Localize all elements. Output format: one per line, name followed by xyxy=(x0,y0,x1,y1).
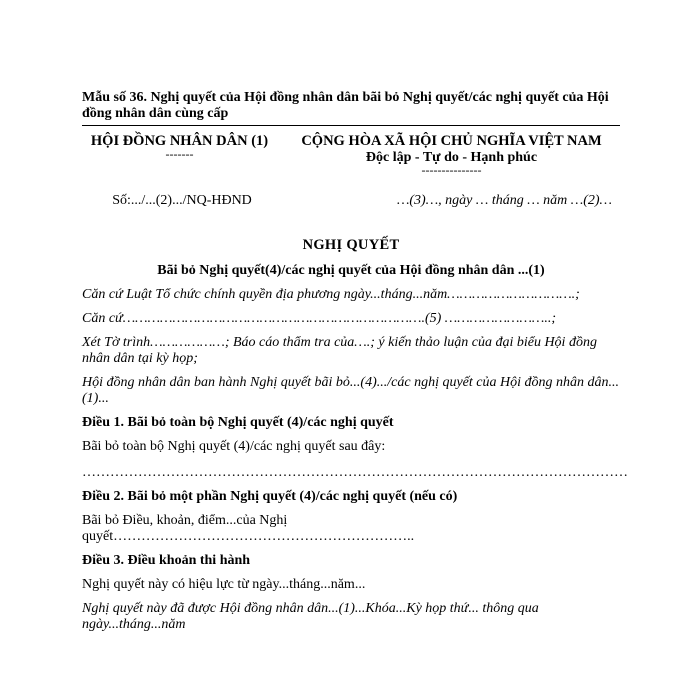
motto-divider: --------------- xyxy=(421,163,482,177)
document-header xyxy=(82,133,620,175)
article-1-text: Bãi bỏ toàn bộ Nghị quyết (4)/các nghị quyết sau đây: xyxy=(82,439,386,454)
issuing-authority xyxy=(82,133,277,175)
place-date: …(3)…, ngày … tháng … năm …(2)… xyxy=(396,193,612,208)
org-divider: ------- xyxy=(165,147,194,161)
national-heading xyxy=(277,133,620,175)
article-2-text: Bãi bỏ Điều, khoản, điểm...của Nghị quyết……………………………………………………….. xyxy=(82,513,415,544)
legal-basis-1: Căn cứ Luật Tổ chức chính quyền địa phương ngày...tháng...năm………………………….; xyxy=(82,287,580,302)
document-number: Số:.../...(2).../NQ-HĐND xyxy=(112,193,252,208)
approval-statement: Nghị quyết này đã được Hội đồng nhân dân...(1)...Khóa...Kỳ họp thứ... thông qua ngày...tháng...năm xyxy=(82,601,539,632)
number-date-row xyxy=(82,193,620,209)
document-subtitle: Bãi bỏ Nghị quyết(4)/các nghị quyết của Hội đồng nhân dân ...(1) xyxy=(157,263,545,278)
document xyxy=(82,90,628,633)
article-1-placeholder: ……………………………………………………………………………………………………… xyxy=(82,465,628,480)
article-3-heading: Điều 3. Điều khoản thi hành xyxy=(82,553,251,568)
form-title: Mẫu số 36. Nghị quyết của Hội đồng nhân dân bãi bỏ Nghị quyết/các nghị quyết của Hội đồng nhân dân cùng cấp xyxy=(82,90,620,126)
org-name: HỘI ĐỒNG NHÂN DÂN (1) xyxy=(90,133,269,149)
legal-basis-2: Căn cứ……………………………………………………………….(5) ……………………..; xyxy=(82,311,557,326)
article-3-text: Nghị quyết này có hiệu lực từ ngày...tháng...năm... xyxy=(82,577,366,592)
country-name: CỘNG HÒA XÃ HỘI CHỦ NGHĨA VIỆT NAM xyxy=(301,133,602,149)
document-title: NGHỊ QUYẾT xyxy=(302,237,400,253)
article-1-heading: Điều 1. Bãi bỏ toàn bộ Nghị quyết (4)/các nghị quyết xyxy=(82,415,394,430)
article-2-heading: Điều 2. Bãi bỏ một phần Nghị quyết (4)/các nghị quyết (nếu có) xyxy=(82,489,458,504)
enacting-clause: Hội đồng nhân dân ban hành Nghị quyết bãi bỏ...(4).../các nghị quyết của Hội đồng nhân dân...(1)... xyxy=(82,375,619,406)
national-motto: Độc lập - Tự do - Hạnh phúc xyxy=(365,150,538,165)
legal-basis-3: Xét Tờ trình………………; Báo cáo thẩm tra của….; ý kiến thảo luận của đại biểu Hội đồng nhân dân tại kỳ họp; xyxy=(82,335,597,366)
